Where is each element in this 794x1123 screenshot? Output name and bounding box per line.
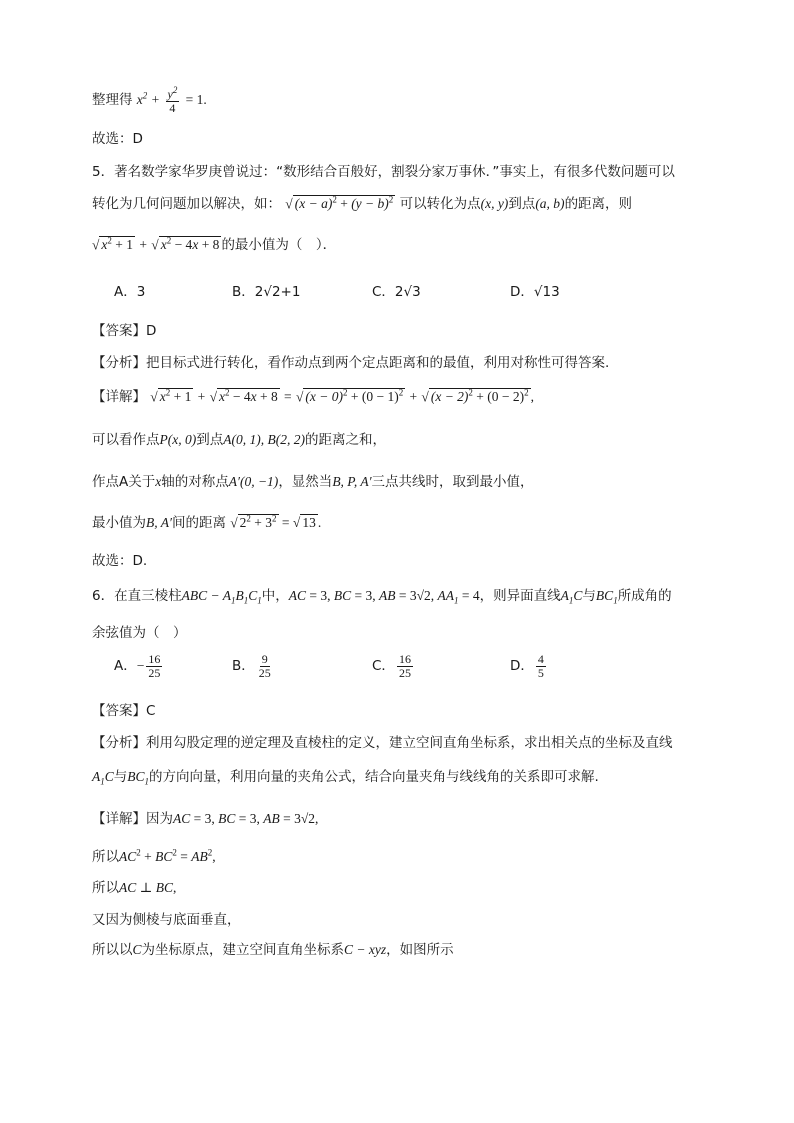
question-6-line-2: 余弦值为（ ） [92, 625, 187, 641]
option-a: A．3 [114, 284, 146, 300]
question-6-line-1: 6．在直三棱柱ABC − $A_1B_1C_1$中，AC = 3, BC = 3, AB = 3√2, $AA_1 = 4$，则异面直线$A_1C$与$BC_1$所成角的 [92, 588, 672, 606]
analysis-line: 【分析】把目标式进行转化，看作动点到两个定点距离和的最值，利用对称性可得答案. [92, 355, 610, 371]
option-a: A．− $\frac{16}{25}$ [114, 652, 161, 680]
detail-line-3: 作点A关于x轴的对称点A′(0, −1)，显然当B, P, A′三点共线时，取到最小值， [92, 474, 534, 490]
option-b: B．2√2+1 [232, 284, 301, 300]
analysis-line-1: 【分析】利用勾股定理的逆定理及直棱柱的定义，建立空间直角坐标系，求出相关点的坐标及直线 [92, 735, 673, 751]
option-d: D．√13 [510, 284, 560, 300]
detail-line-4: 又因为侧棱与底面垂直， [92, 912, 241, 928]
equation-result-line: 整理得 $x^2$ + $\frac{y^2}{4}$ = 1. [92, 85, 207, 115]
detail-line-2: 可以看作点P(x, 0)到点A(0, 1), B(2, 2)的距离之和， [92, 432, 386, 448]
answer-line: 【答案】D [92, 323, 157, 339]
detail-line-2: 所以$AC^2 + BC^2 = AB^2$, [92, 847, 216, 865]
detail-line-4: 最小值为B, A′间的距离 √ $2^2 + 3^2$ = √ 13 . [92, 513, 322, 531]
detail-line-5: 所以以C为坐标原点，建立空间直角坐标系C − xyz，如图所示 [92, 942, 454, 958]
option-c: C．2√3 [372, 284, 421, 300]
choice-line: 故选：D [92, 131, 143, 147]
fraction: $\frac{y^2}{4}$ [167, 85, 178, 115]
question-5-line-1: 5．著名数学家华罗庚曾说过：“数形结合百般好，割裂分家万事休．”事实上，有很多代数问题可以 [92, 164, 675, 180]
question-5-line-3: √ $x^2 + 1$ + √ $x^2 - 4x + 8$ 的最小值为（ ）． [92, 235, 337, 253]
text: 整理得 [92, 92, 133, 109]
radical-expression: √ $(x - a)^2 + (y - b)^2$ [285, 194, 394, 211]
option-d: D． $\frac{4}{5}$ [510, 652, 544, 680]
option-c: C． $\frac{16}{25}$ [372, 652, 411, 680]
math-expression: $x^2$ [136, 90, 148, 108]
detail-line-3: 所以AC ⊥ BC, [92, 880, 177, 896]
analysis-line-2: $A_1C$与$BC_1$的方向向量，利用向量的夹角公式，结合向量夹角与线线角的关系即可求解. [92, 769, 599, 787]
question-5-line-2: 转化为几何问题加以解决，如： √ $(x - a)^2 + (y - b)^2$ 可以转化为点(x, y)到点(a, b)的距离，则 [92, 194, 633, 212]
detail-line-1: 【详解】因为AC = 3, BC = 3, AB = 3√2, [92, 811, 319, 827]
detail-line-1: 【详解】 √ $x^2 + 1$ + √ $x^2 - 4x + 8$ = √ $(x - 0)^2 + (0 - 1)^2$ + √ $(x - 2)^2 + (0 - 2)^2$ , [92, 387, 535, 405]
answer-line: 【答案】C [92, 703, 156, 719]
choice-line-2: 故选：D. [92, 553, 148, 569]
option-b: B． $\frac{9}{25}$ [232, 652, 271, 680]
